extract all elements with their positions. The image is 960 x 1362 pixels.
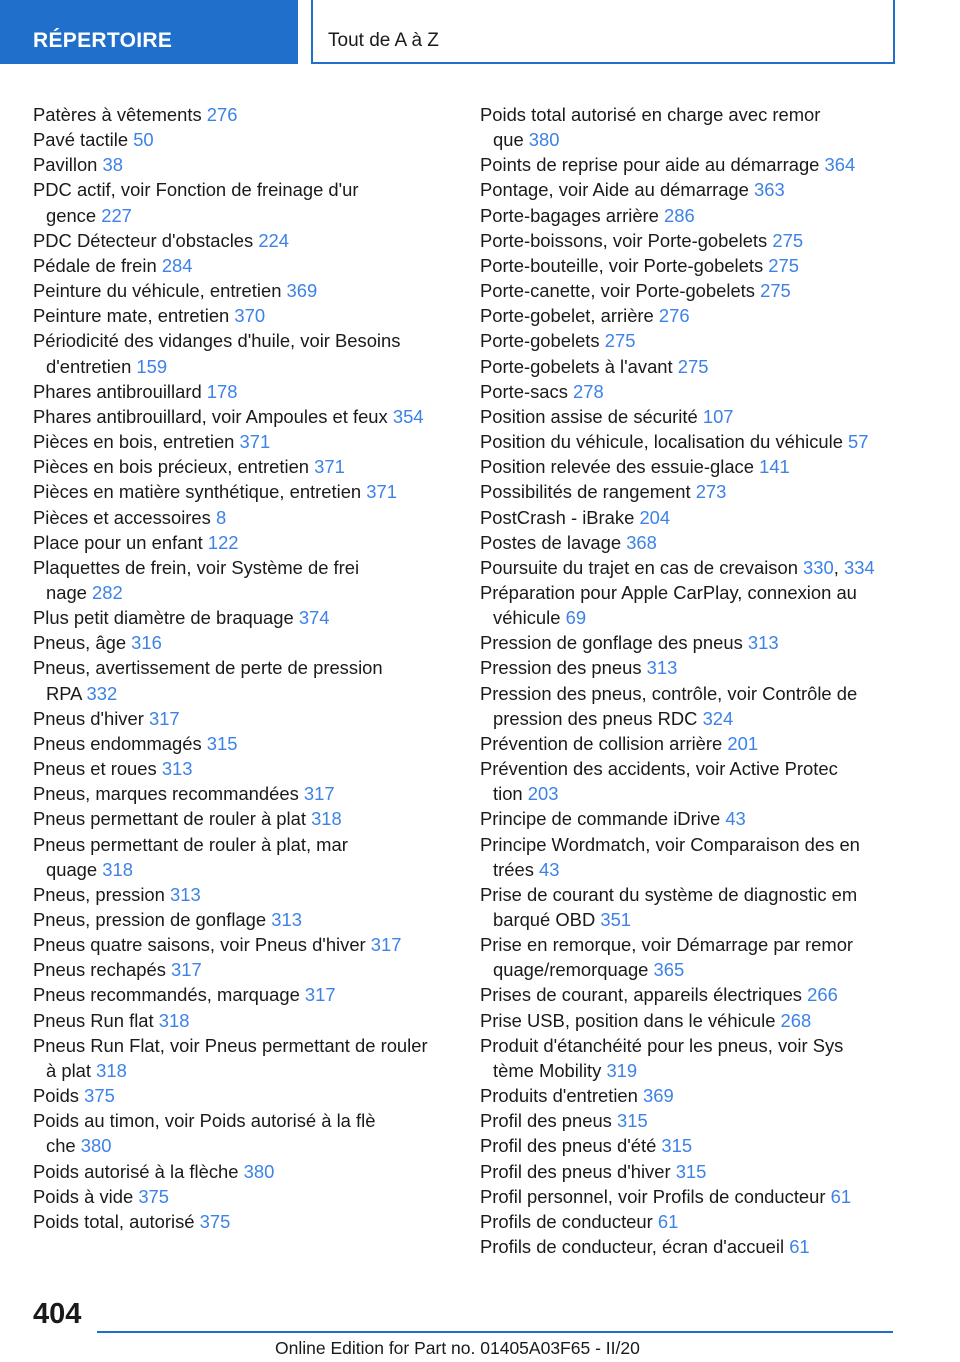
index-entry [33,127,453,152]
index-entry-term: Pneus Run Flat, voir Pneus permettant de rouler à plat [33,1034,428,1081]
index-entry-term: Préparation pour Apple CarPlay, connexion au véhicule [480,581,857,629]
page-reference-link[interactable]: 278 [573,380,604,402]
index-entry-term: Plaquettes de frein, voir Système de frei nage [33,556,360,603]
page-reference-link[interactable]: 380 [243,1160,275,1182]
index-entry-term: Principe Wordmatch, voir Comparaison des en trées [480,833,860,880]
page-reference-link[interactable]: 371 [239,431,271,453]
index-entry-term: Place pour un enfant [33,531,208,553]
index-entry [33,982,453,1007]
page-reference-link[interactable]: 318 [311,808,342,830]
index-entry [480,630,920,655]
page-reference-link[interactable]: 317 [370,934,402,956]
index-entry-term: Phares antibrouillard [33,380,207,402]
index-entry [33,1159,453,1184]
index-entry [33,655,453,705]
index-entry-term: Profils de conducteur, écran d'accueil [480,1236,790,1258]
index-entry-term: Poids au timon, voir Poids autorisé à la flè che [33,1110,376,1157]
index-entry-term: Pneus quatre saisons, voir Pneus d'hiver [33,934,371,956]
index-entry-term: Poids à vide [33,1185,139,1207]
page-reference-link[interactable]: 375 [138,1185,169,1207]
index-entry [480,404,920,429]
index-entry-term: Prises de courant, appareils électriques [480,984,808,1006]
index-entry [33,706,453,731]
index-entry-term: Porte-boissons, voir Porte-gobelets [480,229,773,251]
page-reference-link[interactable]: 319 [606,1059,638,1081]
index-entry [33,278,453,303]
index-entry [33,429,453,454]
index-entry: Poursuite du trajet en cas de crevaison 330, 334 [480,556,875,578]
index-entry [33,1008,453,1033]
index-entry-term: Pédale de frein [33,254,162,276]
page-reference-link[interactable]: 275 [604,330,636,352]
page-reference-link[interactable]: 365 [653,959,685,981]
index-entry-term: Porte-sacs [480,380,574,402]
index-entry [33,907,453,932]
index-entry [480,379,920,404]
index-entry [33,605,453,630]
index-entry-term: Peinture du véhicule, entretien [33,280,287,302]
page-reference-link[interactable]: 61 [789,1236,810,1258]
page-reference-link[interactable]: 107 [702,405,734,427]
page-reference-link[interactable]: 178 [206,380,238,402]
page-reference-link[interactable]: 203 [527,783,559,805]
page-reference-link[interactable]: 363 [754,179,785,201]
page-reference-link[interactable]: 313 [271,909,302,930]
index-entry [33,932,453,957]
page-reference-link[interactable]: 284 [161,254,193,276]
page-reference-link[interactable]: 313 [747,632,779,654]
index-entry-term: Phares antibrouillard, voir Ampoules et feux [33,405,393,427]
index-entry-term: Poids autorisé à la flèche [33,1160,244,1182]
index-entry [33,731,453,756]
page-reference-link[interactable]: 380 [80,1135,112,1157]
index-entry [480,806,920,831]
index-entry [480,1083,920,1108]
index-entry-term: Pneus, pression de gonflage [33,909,272,930]
index-entry [33,756,453,781]
index-entry-term: Prise de courant du système de diagnostic em barqué OBD [480,883,858,930]
index-entry [33,228,453,253]
page-reference-link[interactable]: 286 [664,204,695,226]
index-entry [480,505,920,530]
page-reference-link[interactable]: 354 [392,405,424,427]
index-entry [480,832,920,882]
page-reference-link[interactable]: 268 [780,1009,812,1031]
index-entry-term: Pneus permettant de rouler à plat, mar quage [33,833,348,880]
index-entry-term: Pièces en bois, entretien [33,431,240,453]
index-entry-term: Périodicité des vidanges d'huile, voir Besoins d'entretien [33,330,401,377]
page-reference-link[interactable]: 201 [727,732,759,754]
index-entry [33,479,453,504]
page-reference-link[interactable]: 375 [84,1085,115,1107]
index-entry-term: Pneus Run flat [33,1009,159,1031]
page-reference-link[interactable]: 275 [772,229,804,251]
page-reference-link[interactable]: 8 [215,506,227,528]
page-reference-link[interactable]: 334 [843,556,875,578]
page-reference-link[interactable]: 368 [626,531,657,553]
index-entry [480,479,920,504]
section-tab [0,0,298,64]
index-entry [480,177,920,202]
index-column-left [33,102,453,1234]
page-reference-link[interactable]: 313 [646,657,678,679]
index-entry [480,354,920,379]
page-reference-link[interactable]: 317 [304,984,336,1006]
page-reference-link[interactable]: 374 [298,607,330,629]
index-entry-term: Pneus, âge [33,632,132,654]
index-entry [33,781,453,806]
index-entry-term: Profil des pneus [480,1110,617,1132]
index-entry [480,1133,920,1158]
index-entry-term: Patères à vêtements [33,104,207,125]
page-reference-link[interactable]: 369 [643,1085,674,1107]
page-reference-link[interactable]: 61 [830,1185,852,1207]
index-entry [480,731,920,756]
index-entry [480,756,920,806]
footer-edition: Online Edition for Part no. 01405A03F65 - II/20 [275,1338,640,1358]
index-entry-term: Possibilités de rangement [480,481,696,503]
index-entry-term: Pièces en matière synthétique, entretien [33,481,367,503]
page-reference-link[interactable]: 375 [199,1210,231,1232]
chapter-title: Tout de A à Z [328,30,439,51]
page-reference-link[interactable]: 315 [675,1160,707,1182]
page-reference-link[interactable]: 275 [768,254,799,276]
page-number: 404 [33,1298,82,1330]
index-entry-term: Pièces en bois précieux, entretien [33,456,315,478]
index-entry [480,1159,920,1184]
index-entry-term: Porte-gobelets [480,330,605,352]
index-entry [480,580,920,630]
index-entry [33,152,453,177]
index-entry-term: Position relevée des essuie-glace [480,456,760,478]
page-reference-link[interactable]: 315 [661,1135,693,1157]
index-entry-term: Profil personnel, voir Profils de conducteur [480,1185,831,1207]
index-entry-term: Pièces et accessoires [33,506,216,528]
index-entry [33,454,453,479]
page-reference-link[interactable]: 273 [695,481,727,503]
index-entry [33,1083,453,1108]
page-reference-link[interactable]: 315 [206,732,238,754]
index-entry-term: Pneus recommandés, marquage [33,984,305,1006]
index-entry [33,102,453,127]
index-entry-term: Pneus d'hiver [33,707,149,729]
page-reference-link[interactable]: 324 [702,707,734,729]
index-entry-term: Profil des pneus d'été [480,1135,662,1157]
page-reference-link[interactable]: 317 [148,707,180,729]
index-entry-term: Position du véhicule, localisation du véhicule [480,431,849,453]
index-entry-term: PDC Détecteur d'obstacles [33,229,259,251]
index-entry-term: Pavillon [33,154,103,176]
index-entry-term: Prévention de collision arrière [480,732,728,754]
index-entry [33,505,453,530]
index-entry-term: Pneus rechapés [33,959,172,981]
index-entry-term: Poursuite du trajet en cas de crevaison [480,556,804,578]
index-entry [33,404,453,429]
index-entry-term: Plus petit diamètre de braquage [33,607,299,629]
footer-divider [97,1331,893,1333]
index-entry-term: Pression de gonflage des pneus [480,632,748,654]
index-entry-term: Produits d'entretien [480,1085,643,1107]
index-entry-term: Pavé tactile [33,129,134,151]
page-reference-link[interactable]: 38 [102,154,123,176]
index-entry [480,1108,920,1133]
page-reference-link[interactable]: 43 [539,858,560,880]
page-reference-link[interactable]: 227 [101,204,132,226]
index-entry [480,253,920,278]
section-title: RÉPERTOIRE [33,29,173,52]
index-entry [480,152,920,177]
index-entry [480,932,920,982]
index-entry [480,278,920,303]
index-entry-term: Pression des pneus, contrôle, voir Contrôle de pression des pneus RDC [480,682,858,729]
index-entry-term: Porte-bouteille, voir Porte-gobelets [480,254,769,276]
index-entry-term: Pneus permettant de rouler à plat [33,808,312,830]
index-entry-term: Pontage, voir Aide au démarrage [480,179,754,201]
index-entry [480,882,920,932]
index-entry-term: Principe de commande iDrive [480,808,726,830]
index-entry [33,882,453,907]
page-reference-link[interactable]: 316 [131,632,162,654]
page-reference-link[interactable]: 43 [725,808,746,830]
index-entry-term: Points de reprise pour aide au démarrage [480,154,825,176]
index-entry [33,1108,453,1158]
page-reference-link[interactable]: 141 [759,456,790,478]
index-entry-term: Profil des pneus d'hiver [480,1160,676,1182]
index-entry-term: Pneus, pression [33,883,170,905]
page-reference-link[interactable]: 317 [171,959,202,981]
index-entry [480,530,920,555]
page-reference-link[interactable]: 275 [677,355,709,377]
index-entry-term: PDC actif, voir Fonction de freinage d'ur gence [33,179,359,226]
index-entry [33,1184,453,1209]
index-entry [33,1209,453,1234]
index-entry [480,1008,920,1033]
index-entry-term: Porte-gobelet, arrière [480,305,659,327]
page-reference-link[interactable]: 282 [92,581,123,603]
page-reference-link[interactable]: 371 [366,481,397,503]
index-entry [480,303,920,328]
index-entry [33,303,453,328]
index-entry [480,429,920,454]
index-entry [480,228,920,253]
index-entry-term: Pneus, marques recommandées [33,783,304,805]
page-reference-link[interactable]: 313 [170,883,201,905]
page-reference-link[interactable]: 50 [133,129,154,151]
page-reference-link[interactable]: 122 [207,531,239,553]
index-entry [480,454,920,479]
index-entry [33,328,453,378]
index-entry-term: Porte-canette, voir Porte-gobelets [480,280,761,302]
page-reference-link[interactable]: 318 [96,1059,127,1081]
index-entry-term: Pneus, avertissement de perte de pression RPA [33,657,383,704]
index-entry [33,379,453,404]
index-entry [33,555,453,605]
index-entry [33,253,453,278]
index-entry-term: Prise USB, position dans le véhicule [480,1009,781,1031]
index-entry [480,1184,920,1209]
page-reference-link[interactable]: 380 [528,129,560,151]
index-entry-term: PostCrash - iBrake [480,506,640,528]
index-entry-term: Pneus endommagés [33,732,207,754]
page-reference-link[interactable]: 159 [136,355,168,377]
index-entry [480,655,920,680]
index-entry-term: Produit d'étanchéité pour les pneus, voir Sys tème Mobility [480,1034,844,1081]
index-entry-term: Postes de lavage [480,531,627,553]
index-entry-term: Poids total, autorisé [33,1210,200,1232]
page-reference-link[interactable]: 313 [161,758,193,780]
page-reference-link[interactable]: 204 [639,506,671,528]
index-entry [480,203,920,228]
page-reference-link[interactable]: 330 [803,556,834,578]
page-reference-link[interactable]: 351 [600,909,632,930]
page-reference-link[interactable]: 61 [657,1210,679,1232]
page-reference-link[interactable]: 276 [206,104,238,125]
index-entry [480,102,920,152]
index-entry-term: Porte-gobelets à l'avant [480,355,678,377]
index-entry-term: Pression des pneus [480,657,647,679]
page-reference-link[interactable]: 370 [234,305,266,327]
index-entry [33,957,453,982]
index-entry [480,681,920,731]
page-reference-link[interactable]: 318 [158,1009,190,1031]
page-reference-link[interactable]: 369 [286,280,318,302]
index-entry [480,982,920,1007]
index-entry-term: Prévention des accidents, voir Active Protec tion [480,758,838,805]
page-reference-link[interactable]: 318 [102,858,133,880]
page-reference-link[interactable]: 275 [760,280,791,302]
index-entry-term: Pneus et roues [33,758,162,780]
page-reference-link[interactable]: 57 [848,431,869,453]
index-entry [33,530,453,555]
page-reference-link[interactable]: 69 [565,607,587,629]
page-reference-link[interactable]: 364 [824,154,856,176]
page-reference-link[interactable]: 276 [658,305,690,327]
index-entry [480,328,920,353]
index-entry [33,177,453,227]
page-reference-link[interactable]: 266 [807,984,838,1006]
page-reference-link[interactable]: 317 [303,783,335,805]
index-entry [480,1209,920,1234]
index-entry-term: Poids [33,1085,85,1107]
index-entry-term: Prise en remorque, voir Démarrage par remor quage/remorquage [480,934,854,981]
index-entry [33,832,453,882]
page-reference-link[interactable]: 315 [617,1110,648,1132]
index-entry [33,806,453,831]
page-reference-link[interactable]: 224 [258,229,290,251]
page-reference-link[interactable]: 371 [314,456,345,478]
chapter-header [311,0,895,64]
index-entry-term: Poids total autorisé en charge avec remor que [480,104,821,151]
index-column-right [480,102,920,1259]
index-entry-term: Position assise de sécurité [480,405,703,427]
index-entry-term: Peinture mate, entretien [33,305,235,327]
index-entry [33,630,453,655]
page-reference-link[interactable]: 332 [86,682,118,704]
index-entry [480,1033,920,1083]
index-entry-term: Porte-bagages arrière [480,204,665,226]
index-entry [480,1234,920,1259]
index-entry-term: Profils de conducteur [480,1210,658,1232]
index-entry [33,1033,453,1083]
